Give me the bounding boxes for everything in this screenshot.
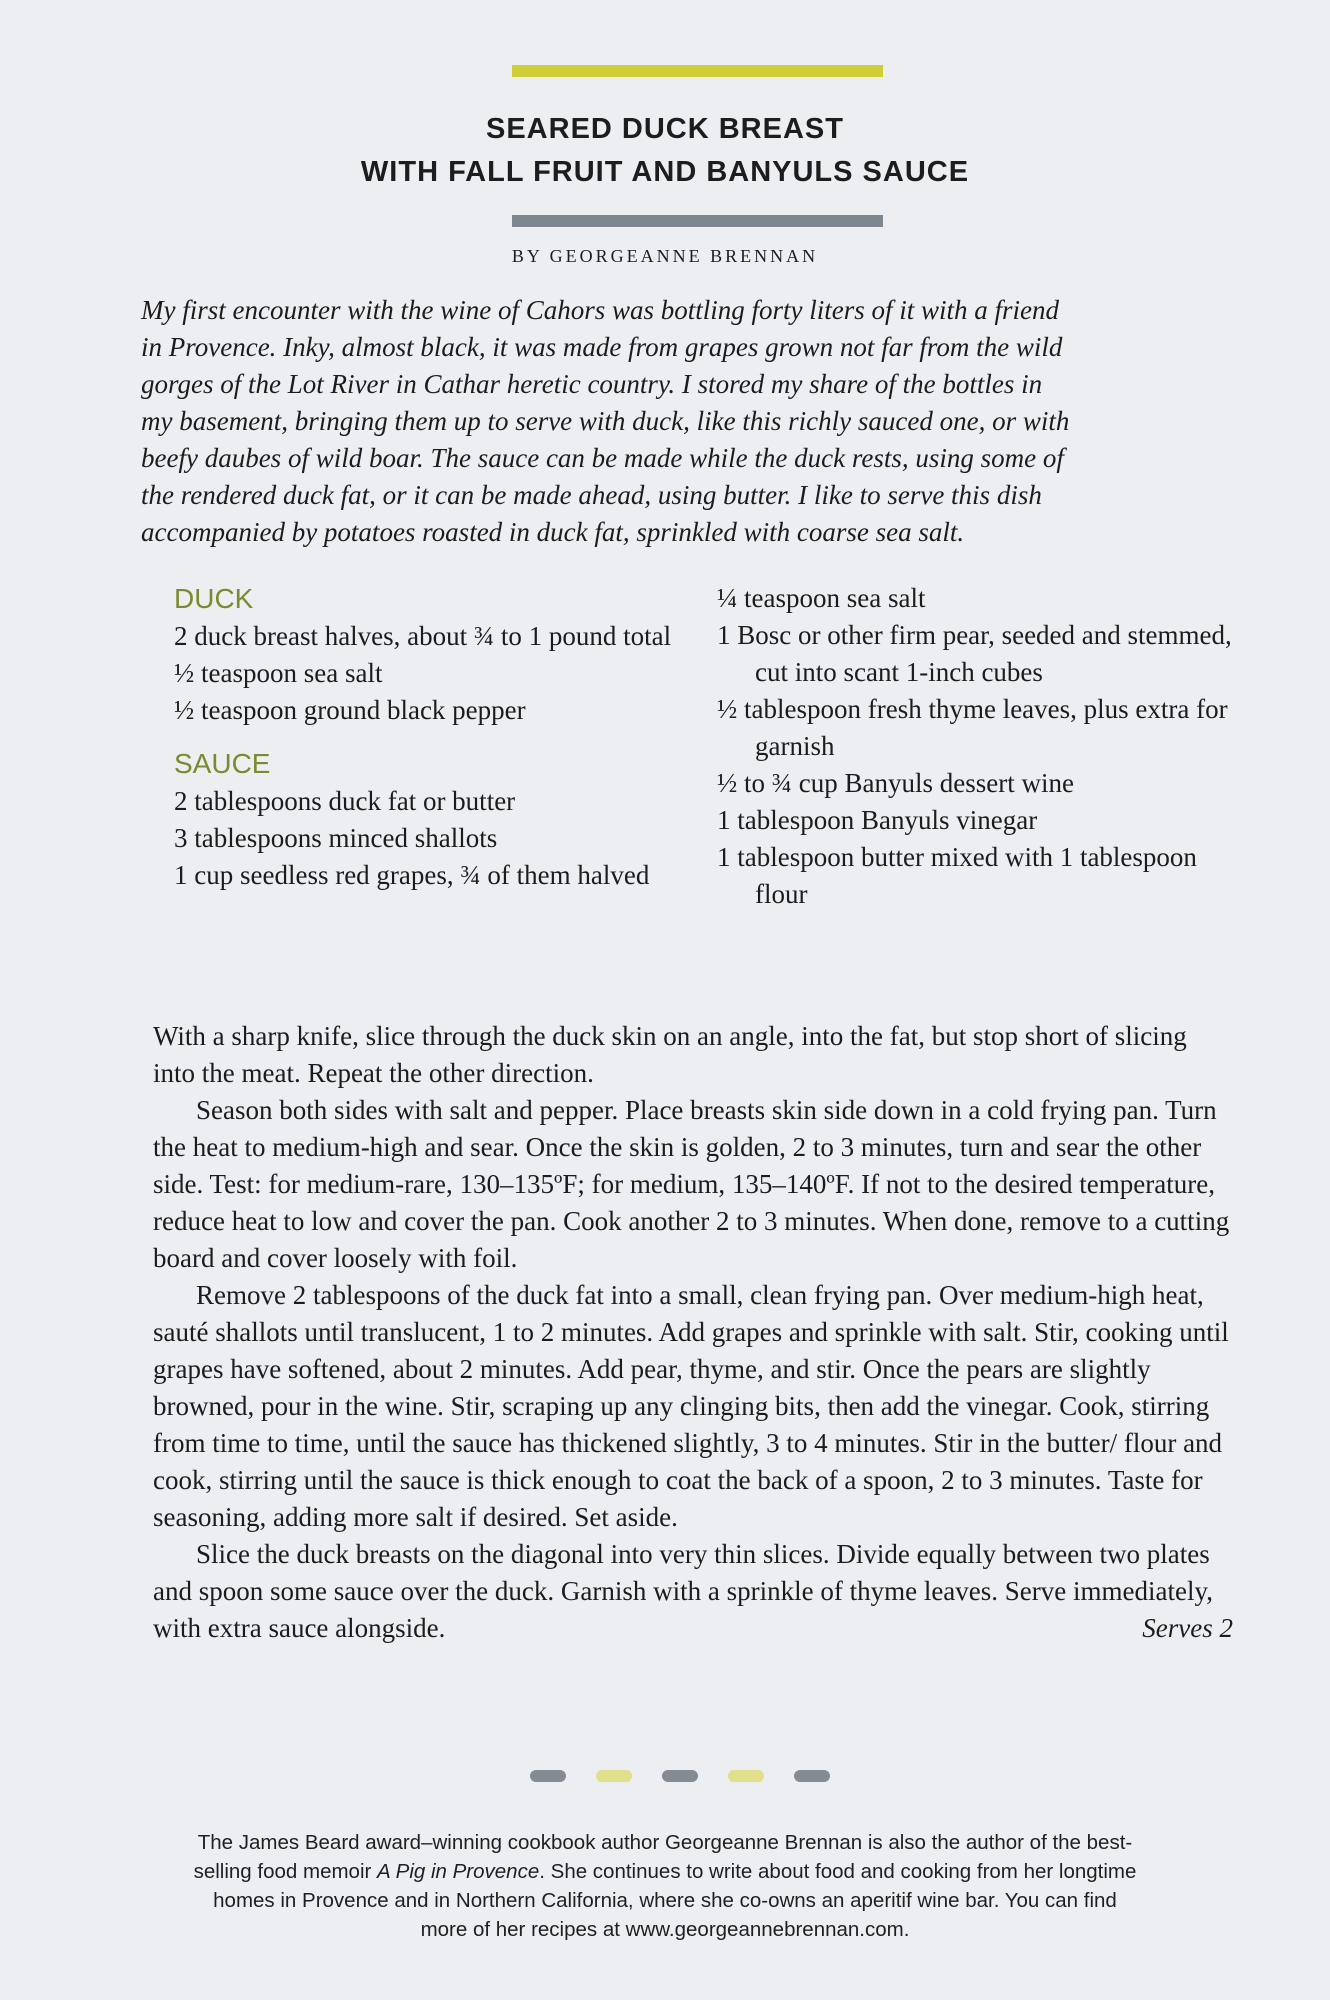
ingredient-item: 1 Bosc or other firm pear, seeded and stemmed, cut into scant 1-inch cubes — [717, 620, 1232, 687]
intro-line: accompanied by potatoes roasted in duck fat, sprinkled with coarse sea salt. — [141, 517, 965, 547]
method-paragraph: With a sharp knife, slice through the duck skin on an angle, into the fat, but stop short of slicing into the meat. Repeat the other direction. — [153, 1021, 1187, 1088]
dot-ornament — [728, 1770, 764, 1782]
method-paragraph-text: Slice the duck breasts on the diagonal into very thin slices. Divide equally between two plates and spoon some sauce over the duck. Garnish with a sprinkle of thyme leaves. Serve immediately, with extra sauce alongside. — [153, 1539, 1213, 1643]
intro-line: the rendered duck fat, or it can be made ahead, using butter. I like to serve this dish — [141, 480, 1042, 510]
ingredient-item: ¼ teaspoon sea salt — [717, 583, 926, 613]
dot-ornament — [530, 1770, 566, 1782]
bio-book-title: A Pig in Provence — [377, 1860, 540, 1883]
method-paragraph: Remove 2 tablespoons of the duck fat into a small, clean frying pan. Over medium-high heat, sauté shallots until translucent, 1 to 2 minutes. Add grapes and sprinkle with salt. Stir, cooking until grapes have softened, about 2 minutes. Add pear, thyme, and stir. Once the pears are slightly browned, pour in the wine. Stir, scraping up any clinging bits, then add the vinegar. Cook, stirring from time to time, until the sauce has thickened slightly, 3 to 4 minutes. Stir in the butter/ flour and cook, stirring until the sauce is thick enough to coat the back of a spoon, 2 to 3 minutes. Taste for seasoning, adding more salt if desired. Set aside. — [153, 1280, 1229, 1532]
title-underline-rule — [512, 215, 883, 227]
intro-line: in Provence. Inky, almost black, it was made from grapes grown not far from the wild — [141, 332, 1063, 362]
duck-heading: DUCK — [174, 583, 254, 614]
intro-line: My first encounter with the wine of Cahors was bottling forty liters of it with a friend — [141, 295, 1059, 325]
title-line-2: WITH FALL FRUIT AND BANYULS SAUCE — [360, 156, 970, 188]
intro-line: my basement, bringing them up to serve with duck, like this richly sauced one, or with — [141, 406, 1070, 436]
title-line-1: SEARED DUCK BREAST — [486, 113, 844, 145]
ingredient-item: 1 tablespoon Banyuls vinegar — [717, 805, 1038, 835]
top-accent-rule — [512, 65, 883, 77]
ingredient-item: 1 cup seedless red grapes, ¾ of them halved — [174, 860, 650, 890]
ingredient-item: 3 tablespoons minced shallots — [174, 823, 498, 853]
dot-ornament — [596, 1770, 632, 1782]
ingredient-item: 1 tablespoon butter mixed with 1 tablespoon flour — [717, 842, 1197, 909]
method-section — [153, 1018, 1233, 1647]
dot-ornament — [662, 1770, 698, 1782]
dot-ornament — [794, 1770, 830, 1782]
recipe-intro — [141, 292, 1211, 551]
ingredient-item: ½ tablespoon fresh thyme leaves, plus extra for garnish — [717, 694, 1228, 761]
ingredient-item: ½ teaspoon sea salt — [174, 658, 383, 688]
ingredient-item: 2 duck breast halves, about ¾ to 1 pound total — [174, 621, 672, 651]
serves-note: Serves 2 — [1142, 1613, 1233, 1643]
intro-line: gorges of the Lot River in Cathar heretic country. I stored my share of the bottles in — [141, 369, 1043, 399]
ingredients-left-column — [174, 580, 694, 894]
ingredient-item: ½ to ¾ cup Banyuls dessert wine — [717, 768, 1074, 798]
decorative-dots — [530, 1770, 830, 1784]
intro-line: beefy daubes of wild boar. The sauce can be made while the duck rests, using some of — [141, 443, 1064, 473]
sauce-heading: SAUCE — [174, 748, 271, 779]
method-paragraph: Season both sides with salt and pepper. Place breasts skin side down in a cold frying pan. Turn the heat to medium-high and sear. Once the skin is golden, 2 to 3 minutes, turn and sear the other side. Test: for medium-rare, 130–135ºF; for medium, 135–140ºF. If not to the desired temperature, reduce heat to low and cover the pan. Cook another 2 to 3 minutes. When done, remove to a cutting board and cover loosely with foil. — [153, 1095, 1230, 1273]
ingredient-item: 2 tablespoons duck fat or butter — [174, 786, 516, 816]
author-bio — [190, 1828, 1140, 1944]
bio-text: . She continues to write about food and cooking from her longtime homes in Provence and in Northern California, where she co-owns an aperitif wine bar. You can find more of her recipes at www.georgeannebrennan.com. — [213, 1860, 1137, 1941]
author-byline: BY GEORGEANNE BRENNAN — [511, 246, 819, 266]
ingredient-item: ½ teaspoon ground black pepper — [174, 695, 526, 725]
bio-text: The James Beard award–winning cookbook author Georgeanne Brennan is also the author of the best-selling food memoir — [193, 1831, 1133, 1883]
ingredients-right-column — [717, 580, 1237, 913]
method-paragraph-final — [153, 1536, 1233, 1647]
recipe-title — [0, 108, 1330, 194]
